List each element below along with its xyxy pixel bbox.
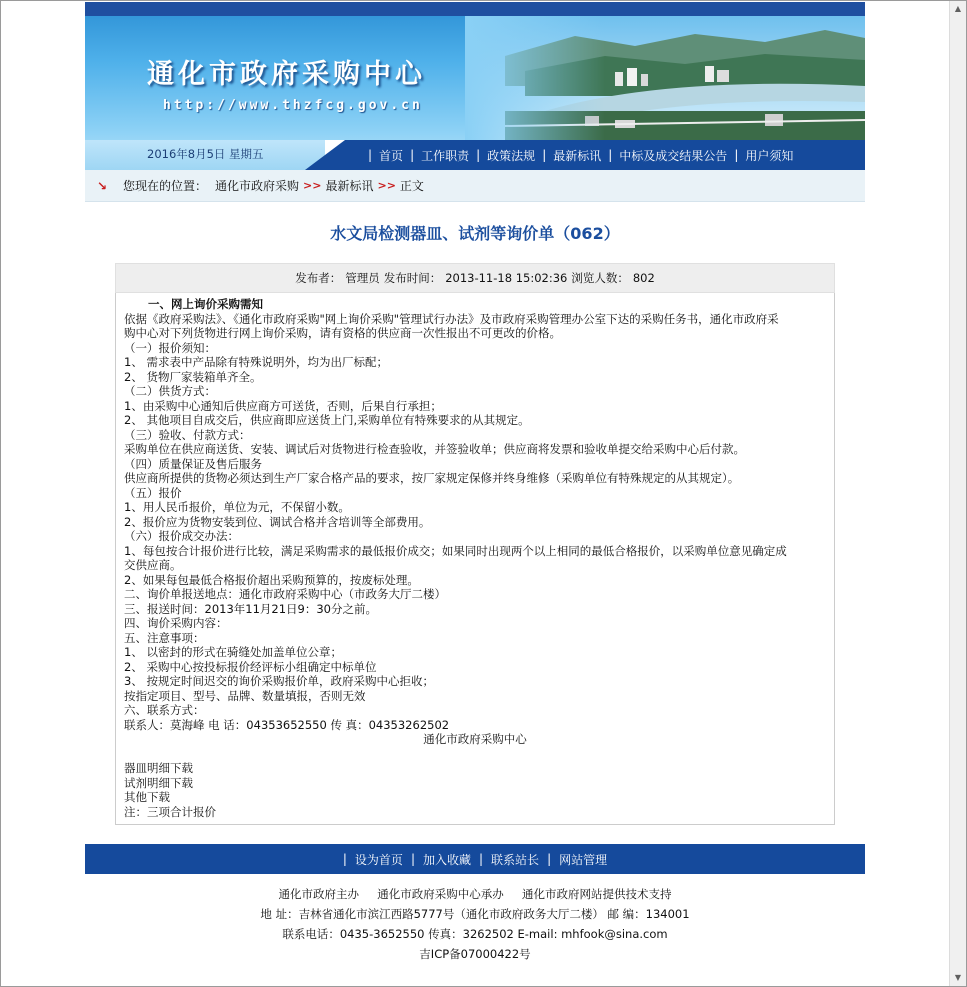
breadcrumb [85,170,865,202]
article-line: 2、 其他项目自成交后，供应商即应送货上门,采购单位有特殊要求的从其规定。 [124,413,530,427]
article-line: （三）验收、付款方式： [124,427,251,442]
article-line: 1、 以密封的形式在骑缝处加盖单位公章； [124,645,342,659]
download-reagents-link[interactable]: 试剂明细下载 [124,775,193,790]
vertical-scrollbar[interactable] [949,1,966,986]
article-line: 2、报价应为货物安装到位、调试合格并含培训等全部费用。 [124,514,431,529]
download-vessels-link[interactable]: 器皿明细下载 [124,761,193,775]
nav-item-latest-bids[interactable]: 最新标讯 [553,148,602,163]
footer-address: 地 址：吉林省通化市滨江西路5777号（通化市政府政务大厅二楼） 邮 编：134001 [260,907,690,921]
footer-separator: | [479,852,484,866]
footer-nav [85,844,865,874]
article-line: 2、如果每包最低合格报价超出采购预算的，按废标处理。 [124,572,419,587]
breadcrumb-separator: >> [377,179,396,192]
nav-separator: | [368,148,373,162]
red-arrow-icon: ↘ [97,178,108,193]
header-top-bar [85,2,865,16]
footer-add-favorite[interactable]: 加入收藏 [422,852,471,867]
signature: 通化市政府采购中心 [423,732,527,746]
publisher: 管理员 [345,271,380,285]
publisher-label: 发布者： [295,271,342,285]
article-line: 3、 按规定时间迟交的询价采购报价单，政府采购中心拒收； [124,674,434,688]
footer-separator: | [342,852,347,866]
nav-item-results[interactable]: 中标及成交结果公告 [619,148,728,163]
article-line: （一）报价须知： [124,340,216,355]
section-heading: 一、网上询价采购需知 [148,297,263,311]
article-line: 1、每包按合计报价进行比较，满足采购需求的最低报价成交；如果同时出现两个以上相同的最低合格报价，以采购单位意见确定成 [124,543,787,558]
article-line: 供应商所提供的货物必须达到生产厂家合格产品的要求，按厂家规定保修并终身维修（采购单位有特殊规定的从其规定）。 [124,471,740,485]
article-line: 四、询价采购内容： [124,616,228,630]
footer-separator: | [410,852,415,866]
spacer [124,747,826,762]
nav-separator: | [476,148,481,162]
footer-separator: | [547,852,552,866]
article-line: 按指定项目、型号、品牌、数量填报，否则无效 [124,688,366,703]
breadcrumb-separator: >> [303,179,322,192]
article-line: （六）报价成交办法： [124,529,239,543]
article-line: 采购单位在供应商送货、安装、调试后对货物进行检查验收，并签验收单；供应商将发票和验收单提交给采购中心后付款。 [124,442,745,456]
footer-contact-admin[interactable]: 联系站长 [491,852,540,867]
article-line: （四）质量保证及售后服务 [124,456,262,471]
article-line: 六、联系方式： [124,703,205,717]
article-line: 2、 货物厂家装箱单齐全。 [124,369,262,384]
breadcrumb-prefix: 您现在的位置： [123,179,208,193]
article-line: 2、 采购中心按投标报价经评标小组确定中标单位 [124,659,377,674]
article-line: （二）供货方式： [124,384,216,398]
article-line: 二、询价单报送地点：通化市政府采购中心（市政务大厅二楼） [124,587,446,601]
article-meta [115,263,835,293]
nav-item-duties[interactable]: 工作职责 [421,148,470,163]
city-river-banner-image [465,16,865,140]
article-title: 水文局检测器皿、试剂等询价单（062） [330,224,620,243]
article-line: （五）报价 [124,485,182,500]
article-line: 三、报送时间：2013年11月21日9：30分之前。 [124,601,377,616]
footer-contact: 联系电话：0435-3652550 传真：3262502 E-mail: mhfook@sina.com [282,927,668,941]
article-line: 购中心对下列货物进行网上询价采购，请有资格的供应商一次性报出不可更改的价格。 [124,326,561,340]
article-lines [124,312,826,733]
breadcrumb-item-latest-bids[interactable]: 最新标讯 [325,179,374,193]
nav-separator: | [410,148,415,162]
article-line: 交供应商。 [124,558,182,572]
publish-time: 2013-11-18 15:02:36 [445,271,568,285]
article-line: 1、 需求表中产品除有特殊说明外，均为出厂标配； [124,355,388,369]
page-container [85,2,865,964]
footer-set-homepage[interactable]: 设为首页 [354,852,403,867]
site-header [85,2,865,170]
nav-separator: | [734,148,739,162]
nav-item-home[interactable]: 首页 [379,148,404,163]
site-url: http://www.thzfcg.gov.cn [163,98,423,113]
footer-sponsor: 通化市政府主办 通化市政府采购中心承办 通化市政府网站提供技术支持 [278,887,672,901]
download-other-link[interactable]: 其他下载 [124,790,170,804]
download-link-other[interactable] [124,790,826,805]
current-date: 2016年8月5日 星期五 [147,147,264,161]
site-title: 通化市政府采购中心 [147,59,426,90]
article-body [115,293,835,825]
breadcrumb-item-home[interactable]: 通化市政府采购 [215,179,300,193]
article-note: 注：三项合计报价 [124,804,216,819]
nav-item-policies[interactable]: 政策法规 [487,148,536,163]
scroll-up-icon[interactable]: ▲ [954,4,962,13]
main-nav [365,140,797,170]
article-line: 依据《政府采购法》、《通化市政府采购"网上询价采购"管理试行办法》及市政府采购管理办公室下达的采购任务书，通化市政府采 [124,311,779,326]
views-count: 802 [632,271,655,285]
article-line: 1、用人民币报价，单位为元，不保留小数。 [124,500,350,514]
views-label: 浏览人数： [571,271,629,285]
download-link-reagents[interactable] [124,776,826,791]
nav-separator: | [542,148,547,162]
nav-item-user-guide[interactable]: 用户须知 [745,148,794,163]
footer-site-admin[interactable]: 网站管理 [559,852,608,867]
article-line: 五、注意事项： [124,630,205,645]
nav-separator: | [608,148,613,162]
download-link-vessels[interactable] [124,761,826,776]
article-line: 1、由采购中心通知后供应商方可送货，否则，后果自行承担； [124,398,442,413]
scroll-down-icon[interactable]: ▼ [954,973,962,982]
article-line: 联系人：莫海峰 电 话：04353652550 传 真：04353262502 [124,717,450,732]
footer-info [85,884,865,964]
footer-icp: 吉ICP备07000422号 [419,947,531,961]
publish-time-label: 发布时间： [383,271,442,285]
breadcrumb-item-current: 正文 [399,179,424,193]
